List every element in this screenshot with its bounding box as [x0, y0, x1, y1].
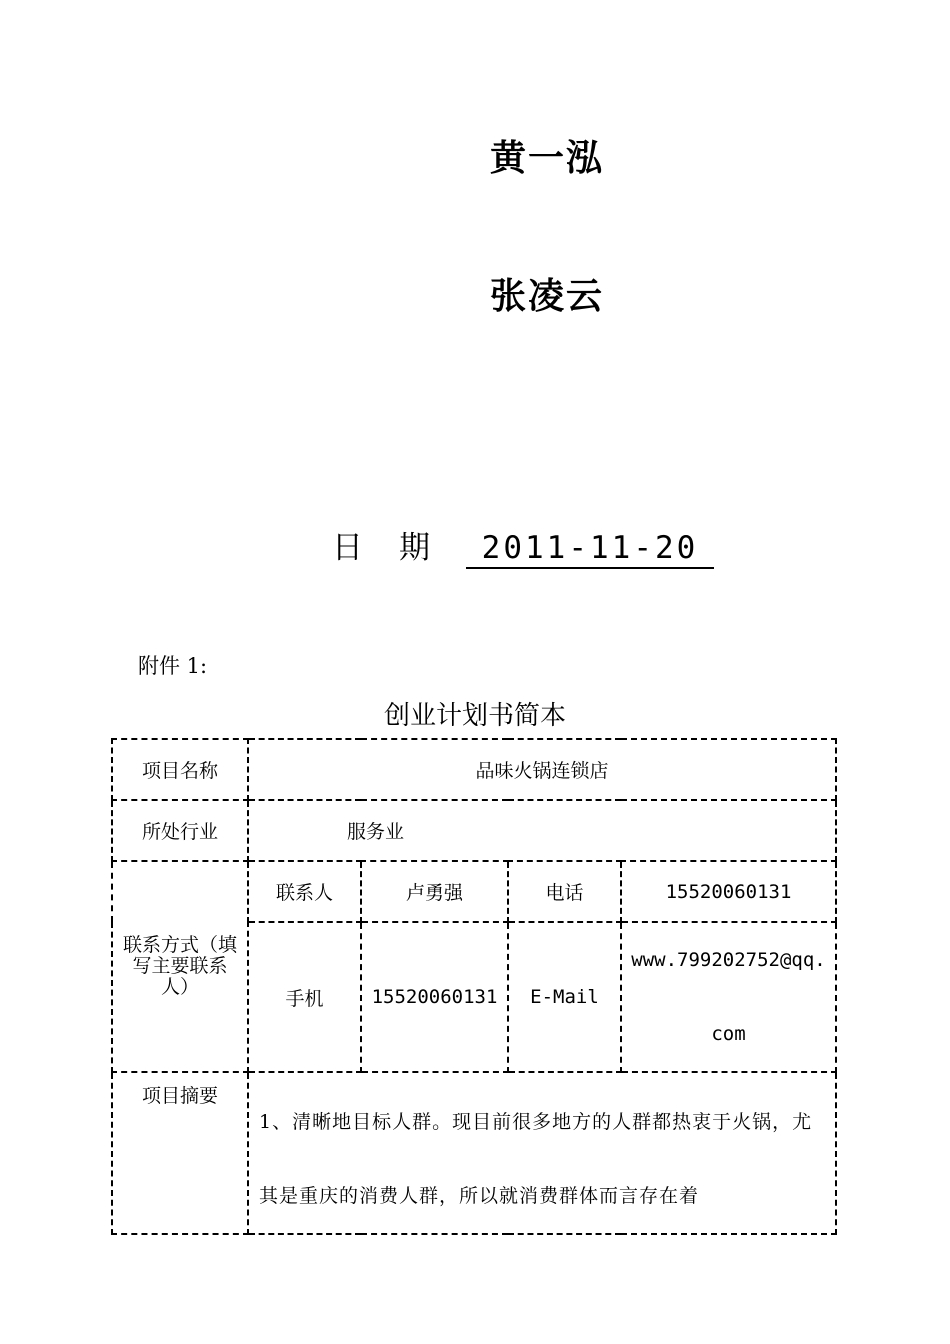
row-summary — [112, 1072, 836, 1234]
email-value — [621, 922, 836, 1072]
row-industry — [112, 800, 836, 861]
project-name-label: 项目名称 — [112, 739, 248, 800]
appendix-label: 附件 1: — [138, 654, 208, 678]
date-value: 2011-11-20 — [466, 529, 714, 569]
summary-label: 项目摘要 — [112, 1072, 248, 1234]
contact-person-value: 卢勇强 — [361, 861, 508, 922]
business-plan-table — [111, 738, 837, 1235]
phone-value: 15520060131 — [621, 861, 836, 922]
summary-text: 1、清晰地目标人群。现目前很多地方的人群都热衷于火锅，尤其是重庆的消费人群，所以就消费群体而言存在着 — [248, 1072, 836, 1234]
email-value-line-2: com — [711, 1023, 746, 1045]
email-label: E-Mail — [508, 922, 621, 1072]
mobile-value: 15520060131 — [361, 922, 508, 1072]
phone-label: 电话 — [508, 861, 621, 922]
industry-label: 所处行业 — [112, 800, 248, 861]
date-label: 日期 — [332, 530, 466, 566]
industry-value: 服务业 — [248, 800, 836, 861]
author-name-2: 张凌云 — [490, 276, 605, 317]
contact-label: 联系方式（填写主要联系人） — [112, 861, 248, 1072]
mobile-label: 手机 — [248, 922, 361, 1072]
date-row — [332, 522, 714, 569]
contact-person-label: 联系人 — [248, 861, 361, 922]
row-contact-1 — [112, 861, 836, 922]
email-value-line-1: www.799202752@qq. — [631, 949, 826, 971]
document-title: 创业计划书简本 — [383, 701, 566, 731]
row-project-name — [112, 739, 836, 800]
author-name-1: 黄一泓 — [490, 138, 605, 179]
project-name-value: 品味火锅连锁店 — [248, 739, 836, 800]
